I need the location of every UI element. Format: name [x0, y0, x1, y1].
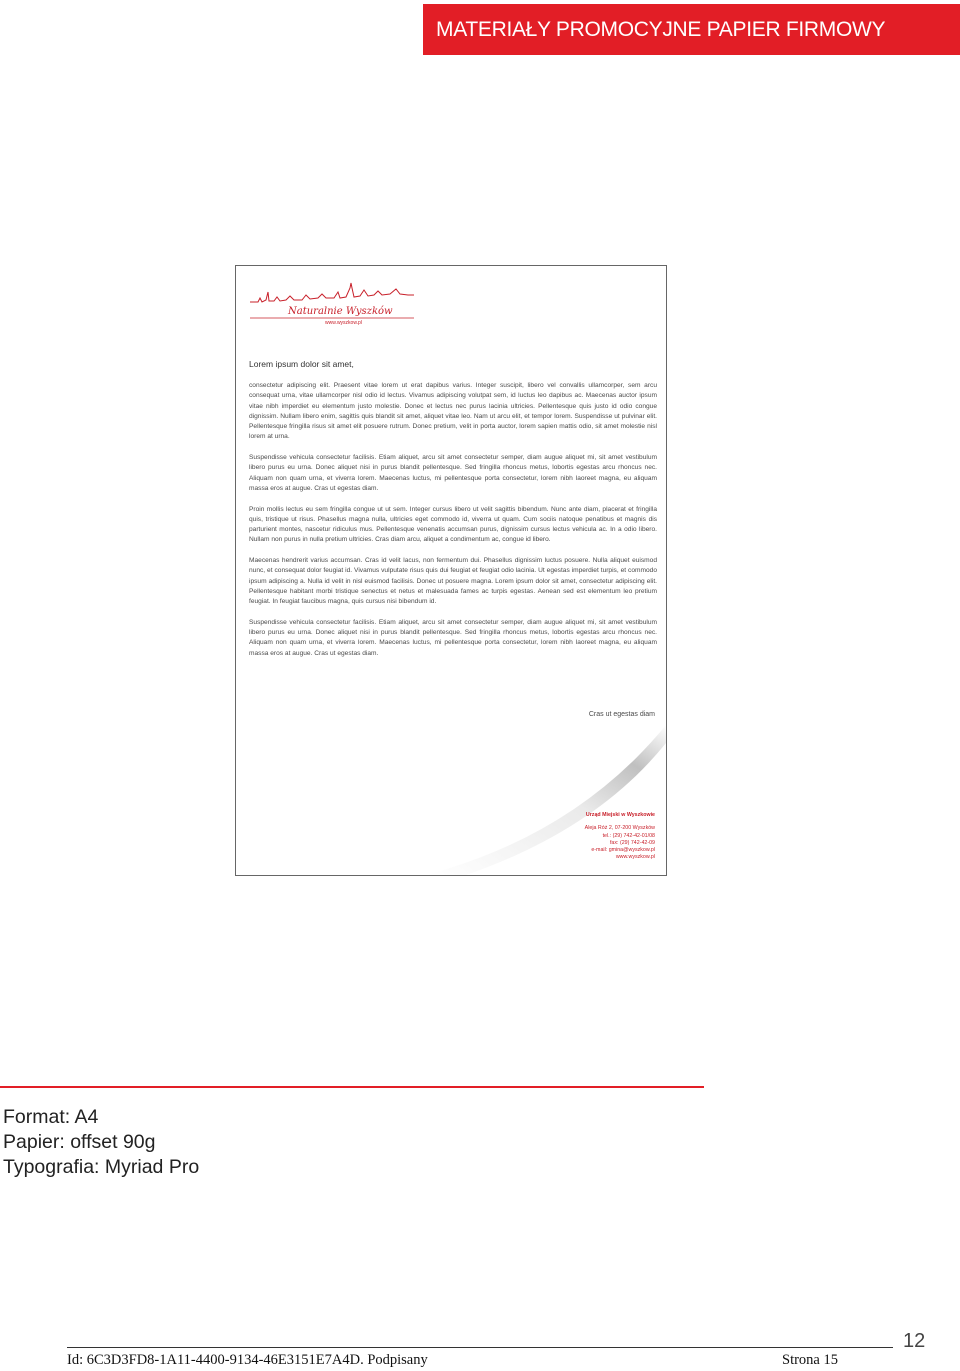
page-number: 12 — [903, 1330, 926, 1352]
header-title-section: PAPIER FIRMOWY — [706, 18, 886, 41]
contact-block — [585, 812, 655, 862]
contact-tel: tel.: (29) 742-42-01/08 — [602, 832, 655, 839]
letter-paragraph: Suspendisse vehicula consectetur facilisis. Etiam aliquet, arcu sit amet consectetur semper, diam augue aliquet mi, sit amet vestibulum libero purus eu urna. Donec aliquet nisi in purus blandit pellentesque. Sed fringilla rhoncus metus, lobortis egestas arcu rhoncus nec. Aliquam non quam urna, et viverra lorem. Maecenas luctus, mi pellentesque porta consectetur, lorem nibh laoreet magna, eu aliquam massa eros at augue. Cras ut egestas diam. — [249, 454, 657, 492]
contact-fax: fax: (29) 742-42-09 — [609, 839, 655, 846]
contact-org: Urząd Miejski w Wyszkowie — [585, 812, 655, 818]
spec-format: Format: A4 — [3, 1106, 99, 1128]
letterhead-preview — [235, 265, 667, 876]
letter-paragraph: Proin mollis lectus eu sem fringilla congue ut ut sem. Integer cursus libero ut velit sagittis bibendum. Nunc ante diam, placerat et fringilla quis, tristique ut risus. Phasellus magna nulla, ultricies eget commodo id, viverra ut quam. Cum sociis natoque penatibus et magnis dis parturient montes, nascetur ridiculus mus. Pellentesque venenatis accumsan purus, dignissim cursus lectus vehicula ac. In a odio libero. Nullam non purus in nulla pretium ultricies. Cras diam arcu, aliquet a condimentum ac, congue id libero. — [249, 505, 657, 544]
spec-paper: Papier: offset 90g — [3, 1131, 156, 1153]
document-id: Id: 6C3D3FD8-1A11-4400-9134-46E3151E7A4D. Podpisany — [67, 1352, 428, 1368]
letter-closing: Cras ut egestas diam — [588, 711, 655, 718]
wyszkow-logo — [250, 280, 414, 328]
footer-page-label: Strona 15 — [782, 1352, 838, 1368]
contact-email: e-mail: gmina@wyszkow.pl — [591, 847, 655, 854]
letter-body — [249, 381, 657, 669]
footer-divider — [67, 1347, 893, 1348]
contact-address: Aleja Róż 2, 07-200 Wyszków — [584, 825, 655, 832]
logo-name: Naturalnie Wyszków — [288, 306, 393, 317]
letter-greeting: Lorem ipsum dolor sit amet, — [249, 359, 354, 369]
specs-block — [3, 1105, 199, 1180]
specs-divider — [0, 1086, 704, 1088]
header-banner — [423, 4, 960, 55]
letter-paragraph: consectetur adipiscing elit. Praesent vitae lorem ut erat dapibus varius. Integer suscipit, libero vel convallis ullamcorper, sem arcu consequat urna, vitae ullamcorper nisl odio id lectus. Vivamus adipiscing volutpat sem, id luctus leo dapibus ac. Maecenas auctor ipsum vitae nibh imperdiet eu elementum justo molestie. Donec et lectus nec purus lacinia ultricies. Pellentesque quis justo id odio congue dignissim. Nullam libero enim, sagittis quis blandit sit amet, aliquet vitae leo. Nam ut arcu elit, et tempor lorem. Suspendisse ut pulvinar elit. Pellentesque fringilla risus sit amet elit posuere rutrum. Donec pretium, velit in porta auctor, lorem sapien mattis odio, sit amet molestie nisl lorem at urna. — [249, 382, 657, 441]
letter-paragraph: Maecenas hendrerit varius accumsan. Cras id velit lacus, non fermentum dui. Phasellus dignissim luctus posuere. Nulla aliquet euismod nunc, et consequat dolor feugiat id. Vivamus vulputate risus quis dui feugiat et feugiat odio lacinia. Ut egestas imperdiet turpis, et commodo ipsum adipiscing a. Nulla id velit in nisl euismod facilisis. Donec ut posuere magna. Lorem ipsum dolor sit amet, consectetur adipiscing elit. Pellentesque habitant morbi tristique senectus et netus et malesuada fames ac turpis egestas. Aenean sed est elementum leo pretium feugiat. In feugiat faucibus magna, quis cursus nisi bibendum id. — [249, 557, 657, 606]
header-title-promo: MATERIAŁY PROMOCYJNE — [436, 18, 702, 41]
logo-url: www.wyszkow.pl — [325, 320, 362, 326]
contact-www: www.wyszkow.pl — [615, 854, 655, 861]
letter-paragraph: Suspendisse vehicula consectetur facilisis. Etiam aliquet, arcu sit amet consectetur semper, diam augue aliquet mi, sit amet vestibulum libero purus eu urna. Donec aliquet nisi in purus blandit pellentesque. Sed fringilla rhoncus metus, lobortis egestas arcu rhoncus nec. Aliquam non quam urna, et viverra lorem. Maecenas luctus, mi pellentesque porta consectetur, lorem nibh laoreet magna, eu aliquam massa eros at augue. Cras ut egestas diam. — [249, 618, 657, 657]
spec-typography: Typografia: Myriad Pro — [3, 1156, 200, 1178]
